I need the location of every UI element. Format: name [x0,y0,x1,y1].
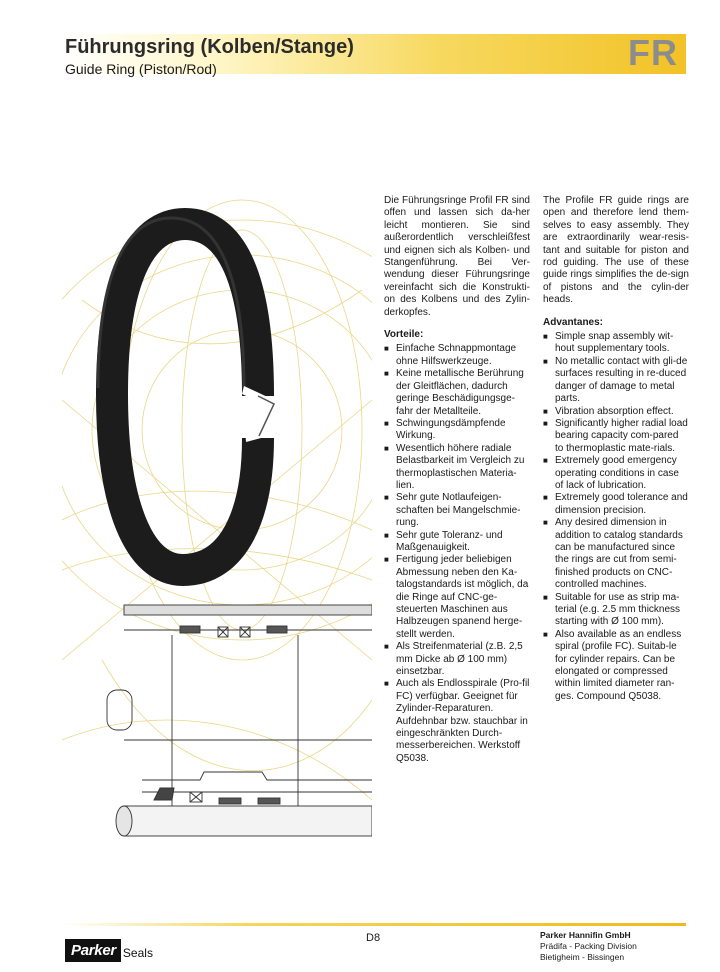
company-location: Bietigheim - Bissingen [540,952,625,962]
intro-text-de: Die Führungsringe Profil FR sind offen und lassen sich da-her leicht montieren. Sie sind außerordentlich verschleißfest und eignen sich als Kolben- und Stangenführung. Bei Ver-wendung dieser Führungsringe vereinfacht sich die Konstrukti-on des Kolbens und des Zylin-derkopfes. [384,195,530,318]
company-info [540,930,637,963]
list-item: ■ Simple snap assembly wit-hout supplementary tools. [543,331,689,356]
intro-text-en: The Profile FR guide rings are open and therefore lend them-selves to easy assembly. They are extraordinarily wear-resis-tant and suitable for piston and rod guiding. The use of these guide rings simplifies the de-sign of pistons and the cylin-der heads. [543,195,689,306]
advantages-heading-en: Advantanes: [543,316,604,328]
list-item: ■ No metallic contact with gli-de surfaces resulting in re-duced danger of damage to metal parts. [543,356,689,406]
list-item: ■ Suitable for use as strip ma-terial (e.g. 2.5 mm thickness starting with Ø 100 mm). [543,592,689,629]
piston-section-drawing [107,605,372,820]
guide-ring-image [98,218,276,570]
list-item: ■ Also available as an endless spiral (profile FC). Suitab-le for cylinder repairs. Can be elongated or compressed within limited diameter ran-ges. Compound Q5038. [543,629,689,703]
profile-code: FR [628,32,678,73]
logo-mark: Parker [65,939,121,962]
list-item: ■ Wesentlich höhere radiale Belastbarkeit im Vergleich zu thermoplastischen Materia-lien. [384,443,530,493]
list-item: ■ Any desired dimension in addition to catalog standards can be manufactured since the rings are cut from semi-finished products on CNC-controlled machines. [543,517,689,591]
list-item: ■ Schwingungsdämpfende Wirkung. [384,418,530,443]
parker-logo [65,938,153,962]
product-illustration [62,100,372,840]
footer-rule [62,923,686,926]
advantages-list-de [384,343,530,765]
advantages-heading-de: Vorteile: [384,329,424,341]
list-item: ■ Sehr gute Notlaufeigen-schaften bei Mangelschmie-rung. [384,492,530,529]
list-item: ■ Extremely good tolerance and dimension precision. [543,492,689,517]
rod-section-drawing [116,772,372,836]
page-title: Führungsring (Kolben/Stange) [65,36,354,58]
company-name: Parker Hannifin GmbH [540,930,631,940]
list-item: ■ Keine metallische Berührung der Gleitflächen, dadurch geringe Beschädigungsge-fahr der Metallteile. [384,368,530,418]
list-item: ■ Extremely good emergency operating conditions in case of lack of lubrication. [543,455,689,492]
logo-suffix: Seals [122,946,153,960]
list-item: ■ Fertigung jeder beliebigen Abmessung neben den Ka-talogstandards ist möglich, da die Ringe auf CNC-ge-steuerten Maschinen aus Halbzeugen spanend herge-stellt werden. [384,554,530,641]
list-item: ■ Significantly higher radial load bearing capacity com-pared to thermoplastic mate-rials. [543,418,689,455]
advantages-list-en [543,331,689,703]
company-division: Prädifa - Packing Division [540,941,637,951]
list-item: ■ Als Streifenmaterial (z.B. 2,5 mm Dicke ab Ø 100 mm) einsetzbar. [384,641,530,678]
page-number: D8 [366,932,381,944]
list-item: ■ Sehr gute Toleranz- und Maßgenauigkeit. [384,530,530,555]
list-item: ■ Einfache Schnappmontage ohne Hilfswerkzeuge. [384,343,530,368]
german-text-column [384,195,530,765]
list-item: ■ Auch als Endlosspirale (Pro-fil FC) verfügbar. Geeignet für Zylinder-Reparaturen. Aufdehnbar bzw. stauchbar in eingeschränkten Durch-messerbereichen. Werkstoff Q5038. [384,678,530,765]
page-subtitle: Guide Ring (Piston/Rod) [65,61,217,77]
list-item: ■ Vibration absorption effect. [543,406,689,418]
english-text-column [543,195,689,703]
